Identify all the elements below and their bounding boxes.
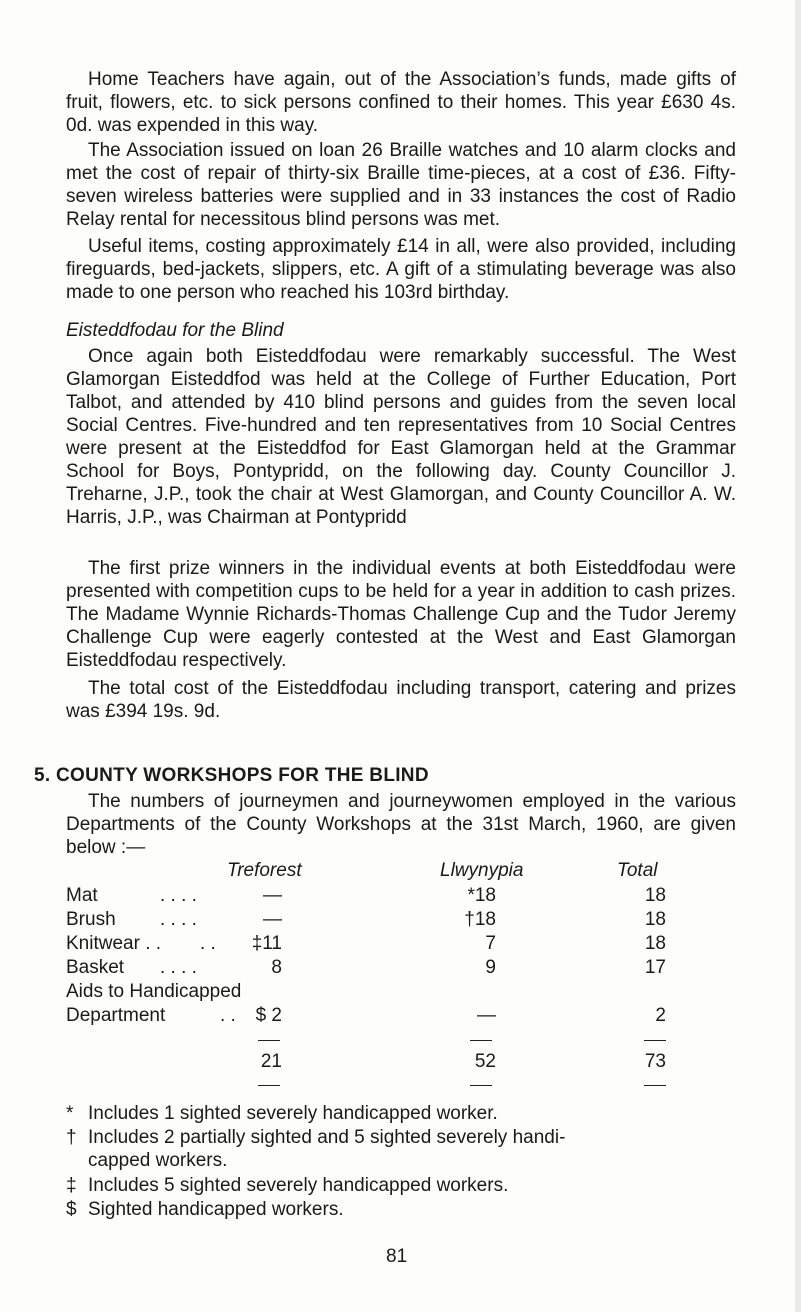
- cell-treforest: ‡11: [251, 933, 282, 954]
- footnote-mark: ‡: [66, 1175, 77, 1196]
- cell-treforest: —: [263, 885, 282, 906]
- cell-llwynypia: —: [477, 1005, 496, 1026]
- paragraph-workshops-intro: The numbers of journeymen and journeywomen employed in the various Departments of the County Workshops at the 31st March, 1960, are given below :—: [66, 791, 736, 858]
- cell-total: 18: [644, 909, 666, 930]
- rule-line: [644, 1040, 666, 1041]
- cell-total: 17: [644, 957, 666, 978]
- footnote-text: Includes 5 sighted severely handicapped workers.: [88, 1175, 509, 1196]
- column-header-llwynypia: Llwynypia: [440, 860, 524, 881]
- row-label: Knitwear . .: [66, 933, 162, 954]
- footnote-text: Includes 2 partially sighted and 5 sighted severely handi-: [88, 1127, 566, 1148]
- total-total: 73: [644, 1051, 666, 1072]
- rule-line: [258, 1040, 280, 1041]
- row-leader: . . . .: [160, 957, 197, 978]
- footnote: [66, 1174, 746, 1197]
- section-heading-county-workshops: 5. COUNTY WORKSHOPS FOR THE BLIND: [34, 765, 429, 786]
- rule-line: [644, 1085, 666, 1086]
- page-edge: [795, 0, 801, 1312]
- total-treforest: 21: [260, 1051, 282, 1072]
- total-llwynypia: 52: [474, 1051, 496, 1072]
- footnote-text: Sighted handicapped workers.: [88, 1199, 344, 1220]
- rule-line: [470, 1040, 492, 1041]
- cell-total: 18: [644, 933, 666, 954]
- row-label: Aids to Handicapped: [66, 981, 242, 1002]
- row-leader: . . . .: [160, 885, 197, 906]
- row-leader: . .: [220, 1005, 236, 1026]
- footnote: [66, 1102, 746, 1125]
- paragraph-braille-watches: The Association issued on loan 26 Braille watches and 10 alarm clocks and met the cost of repair of thirty-six Braille time-pieces, at a cost of £36. Fifty-seven wireless batteries were supplied and in 33 instances the cost of Radio Relay rental for necessitous blind persons was met.: [66, 140, 736, 230]
- cell-llwynypia: †18: [464, 909, 496, 930]
- cell-llwynypia: *18: [467, 885, 496, 906]
- row-leader: . . . .: [160, 909, 197, 930]
- footnote: [66, 1198, 746, 1221]
- footnote-text: Includes 1 sighted severely handicapped worker.: [88, 1103, 498, 1124]
- paragraph-gifts: Home Teachers have again, out of the Association’s funds, made gifts of fruit, flowers, etc. to sick persons confined to their homes. This year £630 4s. 0d. was expended in this way.: [66, 69, 736, 136]
- eisteddfodau-heading: Eisteddfodau for the Blind: [66, 320, 284, 341]
- footnote-mark: $: [66, 1199, 77, 1220]
- paragraph-total-cost: The total cost of the Eisteddfodau including transport, catering and prizes was £394 19s. 9d.: [66, 678, 736, 722]
- footnote: [66, 1126, 746, 1149]
- paragraph-prize-winners: The first prize winners in the individual events at both Eisteddfodau were presented with competition cups to be held for a year in addition to cash prizes. The Madame Wynnie Richards-Thomas Challenge Cup and the Tudor Jeremy Challenge Cup were eagerly contested at the West and East Glamorgan Eisteddfodau respectively.: [66, 558, 736, 671]
- row-label-cont: Department: [66, 1005, 166, 1026]
- cell-llwynypia: 9: [485, 957, 496, 978]
- row-label: Brush: [66, 909, 116, 930]
- cell-llwynypia: 7: [485, 933, 496, 954]
- rule-line: [258, 1085, 280, 1086]
- column-header-total: Total: [617, 860, 658, 881]
- row-label: Mat: [66, 885, 98, 906]
- row-leader: . .: [200, 933, 216, 954]
- paragraph-eisteddfodau: Once again both Eisteddfodau were remarkably successful. The West Glamorgan Eisteddfod was held at the College of Further Education, Port Talbot, and attended by 410 blind persons and guides from the seven local Social Centres. Five-hundred and ten representatives from 10 Social Centres were present at the Eisteddfod for East Glamorgan held at the Grammar School for Boys, Pontypridd, on the following day. County Councillor J. Treharne, J.P., took the chair at West Glamorgan, and County Councillor A. W. Harris, J.P., was Chairman at Pontypridd: [66, 346, 736, 528]
- page-number: 81: [386, 1246, 408, 1267]
- row-label: Basket: [66, 957, 125, 978]
- rule-line: [470, 1085, 492, 1086]
- cell-treforest: $ 2: [255, 1005, 282, 1026]
- footnote-continuation: capped workers.: [88, 1150, 228, 1171]
- cell-total: 18: [644, 885, 666, 906]
- cell-treforest: 8: [271, 957, 282, 978]
- footnote-mark: *: [66, 1103, 74, 1124]
- footnote-mark: †: [66, 1127, 77, 1148]
- cell-treforest: —: [263, 909, 282, 930]
- paragraph-useful-items: Useful items, costing approximately £14 in all, were also provided, including fireguards, bed-jackets, slippers, etc. A gift of a stimulating beverage was also made to one person who reached his 103rd birthday.: [66, 236, 736, 303]
- column-header-treforest: Treforest: [227, 860, 302, 881]
- cell-total: 2: [655, 1005, 666, 1026]
